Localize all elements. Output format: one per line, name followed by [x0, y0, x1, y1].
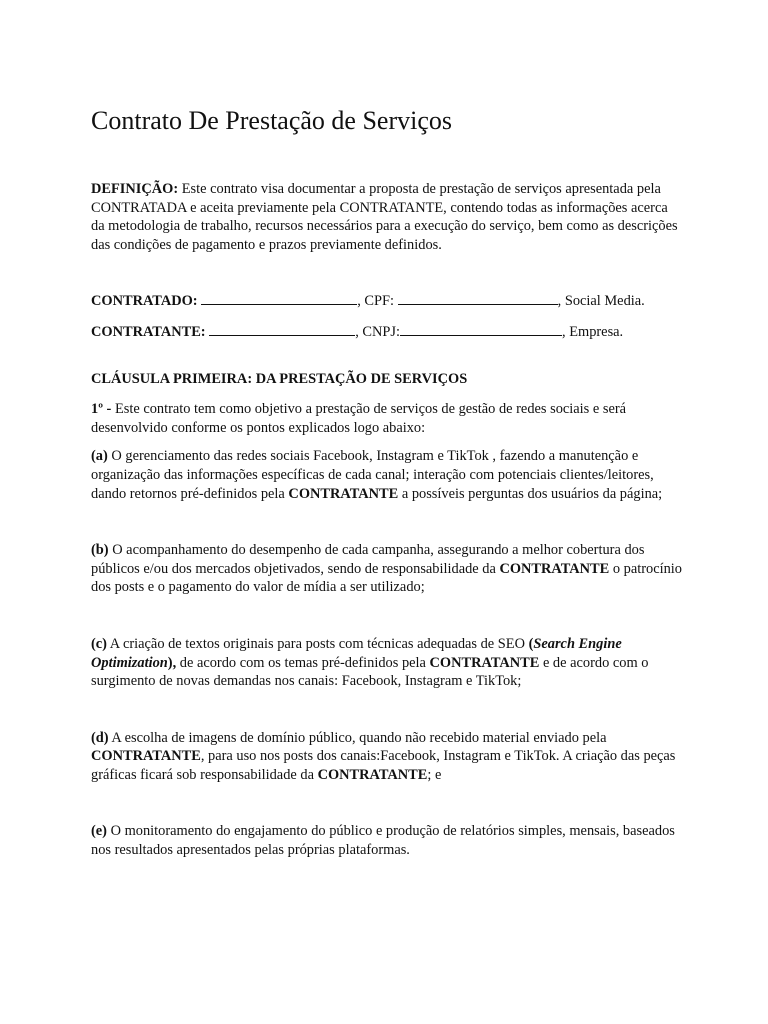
item-c-bold-1: CONTRATANTE [429, 654, 540, 671]
item-c-paren-close: ), [167, 654, 177, 671]
contratante-doc-label: , CNPJ: [355, 323, 401, 340]
contratado-label: CONTRATADO: [91, 293, 198, 310]
contratado-cpf-blank [398, 292, 558, 305]
item-b-bold-1: CONTRATANTE [499, 560, 610, 577]
item-c-text-3: e de acordo com o surgimento de novas demandas nos canais: Facebook, Instagram e TikTok; [91, 654, 649, 690]
item-1-text: Este contrato tem como objetivo a prestação de serviços de gestão de redes sociais e será desenvolvido conforme os pontos explicados logo abaixo: [91, 401, 627, 436]
item-d-text-3: ; e [427, 766, 442, 783]
item-e-label: (e) [91, 823, 107, 840]
clause-item-1 [91, 400, 682, 437]
item-a-label: (a) [91, 448, 108, 465]
clause-item-b [91, 541, 682, 597]
document-title: Contrato De Prestação de Serviços [91, 106, 453, 135]
clause-heading-text: CLÁUSULA PRIMEIRA: DA PRESTAÇÃO DE SERVIÇOS [91, 370, 468, 387]
item-d-text-1: A escolha de imagens de domínio público, quando não recebido material enviado pela [108, 729, 607, 746]
item-c-paren-open: ( [528, 635, 534, 652]
item-c-italic: Search Engine Optimization [91, 635, 622, 671]
item-d-bold-2: CONTRATANTE [317, 766, 428, 783]
clause-item-d [91, 729, 682, 785]
definition-label: DEFINIÇÃO: [91, 181, 179, 197]
item-a-text-2: a possíveis perguntas dos usuários da página; [398, 485, 663, 502]
contratado-suffix: , Social Media. [557, 293, 645, 310]
item-b-text-2: o patrocínio dos posts e o pagamento do valor de mídia a ser utilizado; [91, 560, 682, 596]
contratante-label: CONTRATANTE: [91, 323, 206, 340]
clause-heading [91, 370, 682, 389]
item-b-text-1: O acompanhamento do desempenho de cada campanha, assegurando a melhor cobertura dos públicos e/ou dos mercados objetivados, sendo de responsabilidade da [91, 542, 645, 577]
definition-paragraph [91, 180, 682, 254]
item-d-text-2: , para uso nos posts dos canais:Facebook, Instagram e TikTok. A criação das peças gráficas ficará sob responsabilidade da [91, 748, 676, 783]
clause-item-c [91, 635, 682, 691]
definition-text: Este contrato visa documentar a proposta de prestação de serviços apresentada pela CONTRATADA e aceita previamente pela CONTRATANTE, contendo todas as informações acerca da metodologia de trabalho, recursos necessários para a execução do serviço, bem como as descrições das condições de pagamento e prazos previamente definidos. [91, 181, 678, 253]
item-a-bold-1: CONTRATANTE [288, 485, 399, 502]
item-c-text-1: A criação de textos originais para posts com técnicas adequadas de SEO [106, 635, 529, 652]
contratante-cnpj-blank [400, 323, 562, 336]
item-b-label: (b) [91, 542, 109, 559]
contratado-name-blank [201, 292, 357, 305]
contratado-line [91, 292, 682, 311]
item-d-label: (d) [91, 729, 109, 746]
item-a-text-1: O gerenciamento das redes sociais Facebook, Instagram e TikTok , fazendo a manutenção e organização das informações específicas de cada canal; interação com potenciais clientes/leitores, dando retornos pré-definidos pela [91, 448, 654, 502]
contratante-name-blank [209, 323, 355, 336]
contratado-doc-label: , CPF: [357, 293, 395, 310]
item-c-text-2: de acordo com os temas pré-definidos pela [176, 654, 430, 671]
clause-item-a [91, 447, 682, 503]
item-1-label: 1º - [91, 401, 112, 418]
item-c-label: (c) [91, 635, 107, 652]
contratante-suffix: , Empresa. [562, 323, 624, 340]
item-d-bold-1: CONTRATANTE [91, 748, 201, 765]
clause-item-e [91, 822, 682, 859]
contratante-line [91, 323, 682, 342]
item-e-text-1: O monitoramento do engajamento do público e produção de relatórios simples, mensais, baseados nos resultados apresentados pelas próprias plataformas. [91, 823, 675, 859]
